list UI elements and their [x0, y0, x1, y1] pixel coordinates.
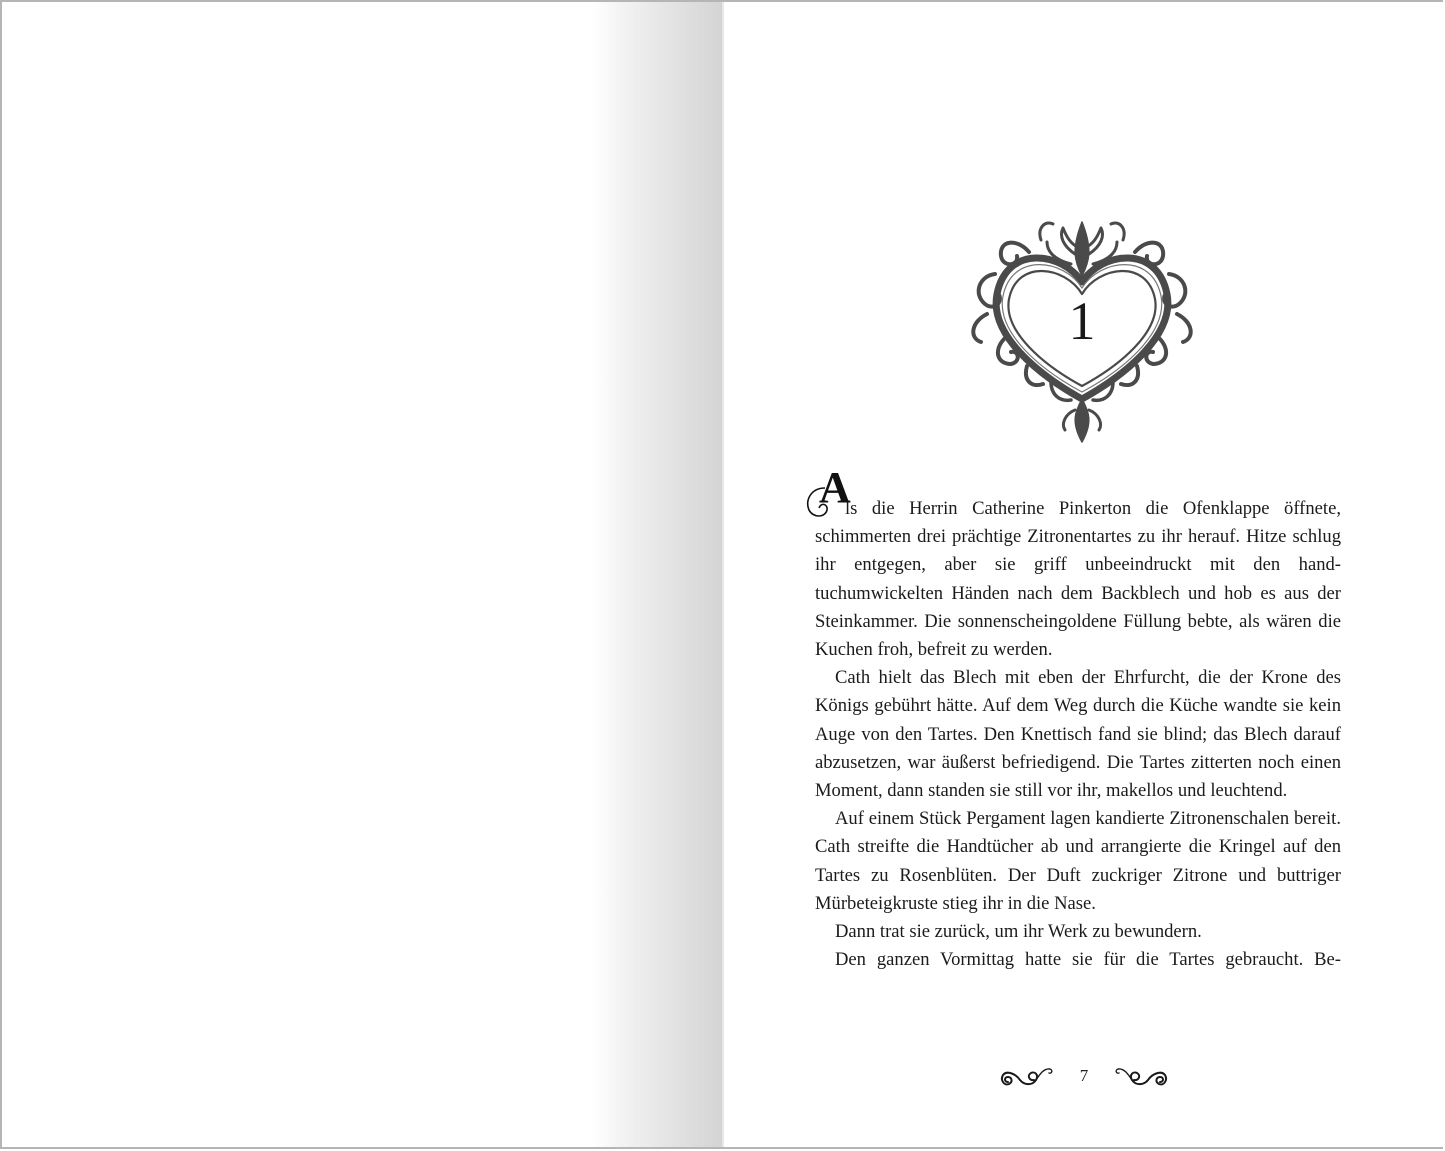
- paragraph-1-text: ls die Herrin Catherine Pinkerton die Ofenklappe öffnete, schimmerten drei prächtige Zitronentartes zu ihr herauf. Hitze schlug ihr entgegen, aber sie griff unbeeindruckt mit den handtuchumwickelten Händen nach dem Backblech und hob es aus der Steinkammer. Die sonnenscheingoldene Füllung bebte, als wären die Kuchen froh, befreit zu werden.: [815, 498, 1341, 661]
- page-number: 7: [1079, 1066, 1089, 1085]
- paragraph-4: Dann trat sie zurück, um ihr Werk zu bewundern.: [835, 921, 1202, 943]
- paragraph-2: Cath hielt das Blech mit eben der Ehrfurcht, die der Krone des Königs gebührt hätte. Auf dem Weg durch die Küche wandte sie kein Auge von den Tartes. Den Knettisch fand sie blind; das Blech darauf abzusetzen, war äußerst befriedigend. Die Tartes zitterten noch einen Moment, dann standen sie still vor ihr, makellos und leuchtend.: [815, 667, 1341, 802]
- paragraph-5: Den ganzen Vormittag hatte sie für die Tartes gebraucht. Be-: [835, 949, 1341, 971]
- chapter-heading: [967, 214, 1197, 446]
- right-page: [724, 2, 1443, 1147]
- swirl-right-icon: [1114, 1064, 1170, 1090]
- left-page: [2, 2, 723, 1147]
- paragraph-1: [815, 463, 1341, 664]
- chapter-body-text: [815, 463, 1341, 974]
- paragraph-3: Auf einem Stück Pergament lagen kandierte Zitronenschalen bereit. Cath streifte die Handtücher ab und arrangierte die Kringel auf den Tartes zu Rosenblüten. Der Duft zuckriger Zitrone und buttriger Mürbeteigkruste stieg ihr in die Nase.: [815, 808, 1341, 914]
- drop-cap: A: [815, 494, 845, 514]
- chapter-number: 1: [1068, 291, 1096, 351]
- page-footer: [994, 1062, 1174, 1092]
